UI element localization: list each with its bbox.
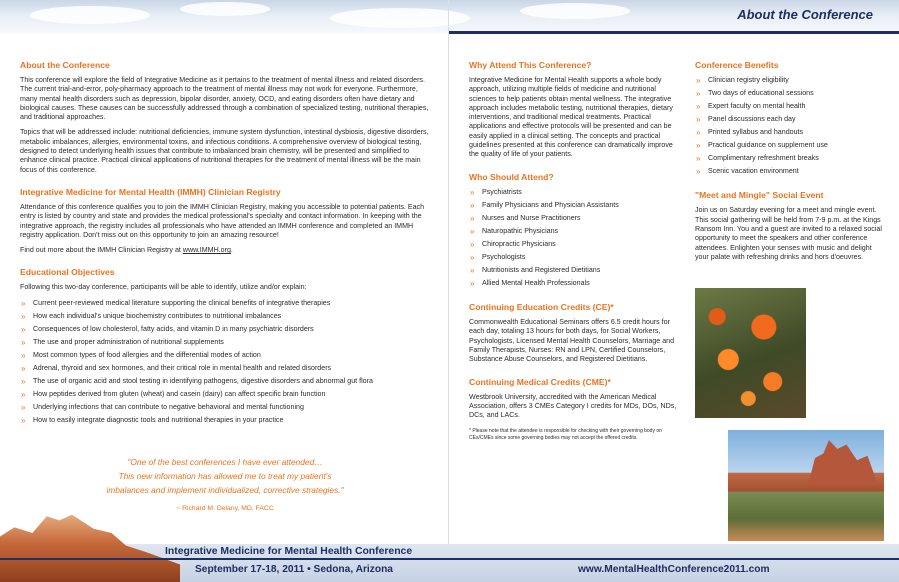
- objective-item: » How peptides derived from gluten (wheat) and casein (dairy) can affect specific brain function: [20, 390, 432, 399]
- about-paragraph-1: This conference will explore the field of Integrative Medicine as it pertains to the treatment of mental illness and related disorders. The current trial-and-error, poly-pharmacy approach to the treatment of mental illness may not work for everyone. Furthermore, many mental health disorders such as depression, bipolar disorder, anxiety, OCD, and eating disorders often have dietary and biological causes. These causes can be successfully addressed through a combination of specialized testing, nutritional therapies, and traditional approaches.: [20, 76, 429, 122]
- who-item: » Nurses and Nurse Practitioners: [469, 214, 677, 223]
- immh-website-link[interactable]: www.IMMH.org: [182, 246, 231, 255]
- footer-conference-title: Integrative Medicine for Mental Health Conference: [165, 546, 413, 557]
- registry-heading: Integrative Medicine for Mental Health (IMMH) Clinician Registry: [20, 186, 281, 197]
- objective-item: » Most common types of food allergies and the differential modes of action: [20, 351, 432, 360]
- ce-text: Commonwealth Educational Seminars offers 6.5 credit hours for each day, totaling 13 hours for both days, for Social Workers, Psychologists, Licensed Mental Health Counselors, Marriage and Family Therapists, Nurses: RN and LPN, Certified Counselors, Substance Abuse Counselors, and Registered Dietitians.: [469, 318, 675, 364]
- testimonial-quote: [20, 456, 430, 512]
- benefit-item: » Complimentary refreshment breaks: [695, 154, 885, 163]
- who-item: » Naturopathic Physicians: [469, 227, 677, 236]
- objective-item: » The use of organic acid and stool testing in identifying pathogens, digestive disorders and abnormal gut flora: [20, 377, 432, 386]
- objective-item: » How to easily integrate diagnostic tools and nutritional therapies in your practice: [20, 416, 432, 425]
- meet-heading: "Meet and Mingle" Social Event: [695, 190, 824, 201]
- benefit-item: » Printed syllabus and handouts: [695, 128, 885, 137]
- who-item: » Chiropractic Physicians: [469, 240, 677, 249]
- objective-item: » Consequences of low cholesterol, fatty acids, and vitamin D in many psychiatric disorders: [20, 325, 432, 334]
- middle-column: [469, 60, 677, 448]
- registry-link-prefix: Find out more about the IMMH Clinician Registry at: [20, 246, 183, 255]
- about-heading: About the Conference: [20, 60, 110, 70]
- benefit-item: » Scenic vacation environment: [695, 167, 885, 176]
- benefit-item: » Expert faculty on mental health: [695, 102, 885, 111]
- right-column: [695, 60, 885, 268]
- objectives-heading: Educational Objectives: [20, 267, 115, 278]
- quote-line-2: This new information has allowed me to treat my patient's: [118, 470, 332, 481]
- benefit-item: » Two days of educational sessions: [695, 89, 885, 98]
- who-item: » Family Physicians and Physician Assistants: [469, 201, 677, 210]
- who-item: » Allied Mental Health Professionals: [469, 279, 677, 288]
- objective-item: » Underlying infections that can contribute to negative behavioral and mental functioning: [20, 403, 432, 412]
- footer-date-location: September 17-18, 2011 • Sedona, Arizona: [195, 564, 393, 575]
- objectives-list: [20, 299, 432, 425]
- quote-line-1: "One of the best conferences I have ever attended…: [127, 457, 323, 467]
- desert-flowers-photo: [695, 288, 806, 418]
- quote-line-3: imbalances and implement individualized, corrective strategies.": [106, 484, 344, 495]
- who-heading: Who Should Attend?: [469, 171, 554, 182]
- cme-footnote: * Please note that the attendee is responsible for checking with their governing body on CEs/CMEs since some governing bodies may not accept the offered credits.: [469, 428, 662, 442]
- who-item: » Nutritionists and Registered Dietitians: [469, 266, 677, 275]
- about-paragraph-2: Topics that will be addressed include: nutritional deficiencies, immune system dysfunction, intestinal dysbiosis, digestive disorders, metabolic imbalances, allergies, environmental toxins, and infectious conditions. A comprehensive overview of biological testing, designed to detect underlying health issues that contribute to imbalanced brain chemistry, will be presented and simplified to enhance clinical practice. Practical clinical applications of nutritional therapies for the treatment of mental illness will be the main focus of this conference.: [20, 128, 429, 174]
- objective-item: » How each individual's unique biochemistry contributes to nutritional imbalances: [20, 312, 432, 321]
- header-rule: [449, 31, 899, 34]
- sedona-landscape-photo: [728, 430, 884, 541]
- registry-link-suffix: .: [230, 246, 233, 255]
- registry-paragraph-1: Attendance of this conference qualifies you to join the IMMH Clinician Registry, making you accessible to potential patients. Each entry is listed by country and state and provides the medical professional's specialty and contact information. In keeping with the integrative approach, the registry includes all professionals who have attended an IMMH conference and completed an IMMH registry application. Don't miss out on this opportunity to join an amazing resource!: [20, 202, 425, 239]
- footer-rule: [0, 558, 899, 560]
- why-text: Integrative Medicine for Mental Health supports a whole body approach, utilizing multiple fields of medicine and nutritional sciences to help patients obtain mental wellness. The integrative approach includes metabolic testing, nutritional therapies, dietary interventions, and traditional medical treatments. Practical applications and effective protocols will be presented and can be easily applied in a clinical setting. The concepts and practical guidelines presented at this conference can dramatically improve the quality of life of your patients.: [469, 76, 673, 159]
- benefit-item: » Practical guidance on supplement use: [695, 141, 885, 150]
- objectives-intro: Following this two-day conference, participants will be able to identify, utilize and/or explain:: [20, 283, 307, 292]
- objective-item: » Adrenal, thyroid and sex hormones, and their critical role in mental health and related disorders: [20, 364, 432, 373]
- who-item: » Psychologists: [469, 253, 677, 262]
- why-heading: Why Attend This Conference?: [469, 60, 592, 70]
- ce-heading: Continuing Education Credits (CE)*: [469, 302, 614, 313]
- left-column: [20, 60, 432, 429]
- benefit-item: » Clinician registry eligibility: [695, 76, 885, 85]
- quote-author: ~ Richard M. Delany, MD, FACC: [176, 505, 274, 513]
- who-item: » Psychiatrists: [469, 188, 677, 197]
- who-list: [469, 188, 677, 288]
- objective-item: » Current peer-reviewed medical literature supporting the clinical benefits of integrative therapies: [20, 299, 432, 308]
- benefits-heading: Conference Benefits: [695, 60, 779, 70]
- footer-website-link[interactable]: www.MentalHealthConference2011.com: [578, 564, 770, 575]
- objective-item: » The use and proper administration of nutritional supplements: [20, 338, 432, 347]
- benefit-item: » Panel discussions each day: [695, 115, 885, 124]
- benefits-list: [695, 76, 885, 176]
- cme-heading: Continuing Medical Credits (CME)*: [469, 376, 611, 387]
- page-fold-divider: [448, 0, 449, 582]
- header-title: About the Conference: [737, 7, 873, 22]
- cme-text: Westbrook University, accredited with the American Medical Association, offers 3 CMEs Category I credits for MDs, DOs, NDs, DCs, and LACs.: [469, 392, 677, 420]
- meet-text: Join us on Saturday evening for a meet and mingle event. This social gathering will be held from 7-9 p.m. at the Kings Ransom Inn. You and a guest are invited to a relaxed social opportunity to meet the speakers and other conference attendees. Enlighten your senses with music and delight your palate with refreshing drinks and hors d'oeuvres.: [695, 206, 882, 261]
- registry-paragraph-2: [20, 246, 432, 255]
